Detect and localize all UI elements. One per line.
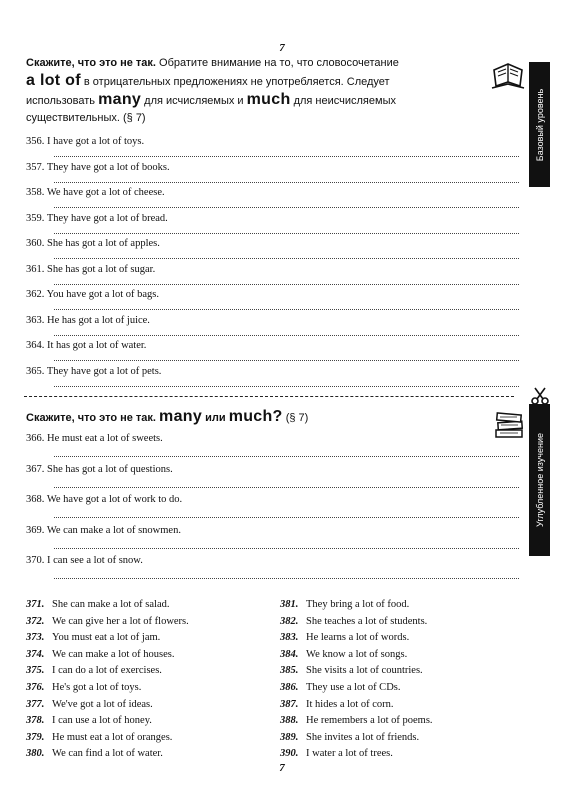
word-many: many xyxy=(98,91,142,108)
scissors-icon xyxy=(530,386,550,406)
exercise-item xyxy=(26,264,155,275)
exercise-number: 382. xyxy=(280,615,299,627)
exercise-item xyxy=(26,525,181,536)
instruction-bold-2: Скажите, что это не так. xyxy=(26,412,156,424)
side-label-basic: Базовый уровень xyxy=(529,62,550,187)
exercise-item xyxy=(26,614,189,631)
exercise-number: 356. xyxy=(26,136,45,147)
exercise-text: We can give her a lot of flowers. xyxy=(52,615,189,627)
exercise-number: 360. xyxy=(26,238,45,249)
exercise-text: I can see a lot of snow. xyxy=(47,555,143,566)
exercise-text: We can make a lot of snowmen. xyxy=(46,524,181,536)
exercise-item xyxy=(26,366,161,377)
exercise-item xyxy=(26,630,189,647)
exercise-text: They bring a lot of food. xyxy=(306,599,410,610)
exercise-number: 358. xyxy=(26,187,45,198)
exercise-item xyxy=(26,647,189,664)
answer-line[interactable] xyxy=(54,207,519,208)
exercise-text: He must eat a lot of sweets. xyxy=(47,433,163,444)
exercise-item xyxy=(280,730,433,747)
exercise-item xyxy=(26,730,189,747)
answer-line[interactable] xyxy=(54,233,519,234)
exercise-item xyxy=(26,746,189,763)
exercise-item xyxy=(26,663,189,680)
exercise-number: 390. xyxy=(280,748,299,760)
exercise-text: He remembers a lot of poems. xyxy=(306,715,433,727)
exercise-text: They have got a lot of pets. xyxy=(46,365,162,377)
exercise-item xyxy=(280,630,433,647)
exercise-text: We know a lot of songs. xyxy=(306,648,408,660)
answer-line[interactable] xyxy=(54,386,519,387)
exercise-number: 361. xyxy=(26,263,45,275)
exercise-number: 380. xyxy=(26,748,45,760)
exercise-number: 378. xyxy=(26,715,45,727)
answer-line[interactable] xyxy=(54,517,519,518)
page-number-top: 7 xyxy=(279,42,285,54)
exercise-text: I water a lot of trees. xyxy=(306,748,393,760)
open-book-icon xyxy=(490,60,526,92)
cut-line xyxy=(24,396,514,397)
exercise-item xyxy=(26,555,143,566)
exercise-item xyxy=(26,162,170,173)
exercise-number: 381. xyxy=(280,599,299,610)
exercise-text: We have got a lot of cheese. xyxy=(46,187,165,198)
exercise-text: They have got a lot of books. xyxy=(46,161,170,173)
exercise-item xyxy=(280,713,433,730)
exercise-text: She has got a lot of apples. xyxy=(47,238,160,249)
answer-line[interactable] xyxy=(54,258,519,259)
exercise-number: 389. xyxy=(280,731,299,743)
answer-line[interactable] xyxy=(54,487,519,488)
word-much-2: much? xyxy=(228,408,283,425)
exercise-item xyxy=(26,187,165,198)
exercise-text: It has got a lot of water. xyxy=(47,340,147,351)
exercise-text: We've got a lot of ideas. xyxy=(52,698,153,710)
answer-line[interactable] xyxy=(54,335,519,336)
exercise-text: We can make a lot of houses. xyxy=(52,648,175,660)
exercise-item xyxy=(26,464,173,475)
exercise-number: 367. xyxy=(26,463,45,475)
exercise-number: 363. xyxy=(26,314,45,326)
exercise-number: 385. xyxy=(280,665,299,677)
exercise-text: She can make a lot of salad. xyxy=(52,599,170,610)
exercise-number: 384. xyxy=(280,648,299,660)
exercise-number: 388. xyxy=(280,715,299,727)
exercise-number: 375. xyxy=(26,665,45,677)
exercise-text: He's got a lot of toys. xyxy=(52,681,142,693)
exercise-item xyxy=(26,433,163,444)
exercise-number: 373. xyxy=(26,632,45,644)
exercise-number: 376. xyxy=(26,681,45,693)
exercise-number: 364. xyxy=(26,340,45,351)
exercise-item xyxy=(26,494,182,505)
exercise-item xyxy=(280,680,433,697)
word-much: much xyxy=(246,91,291,108)
instruction-1: Скажите, что это не так. Обратите внимание на то, что словосочетание a lot of в отрицательных предложениях не употребляется. Следует использовать many для исчисляемых и much для неисчисляемых существительных. (§ 7) xyxy=(26,57,399,124)
exercise-number: 359. xyxy=(26,212,45,224)
exercise-text: She invites a lot of friends. xyxy=(306,731,420,743)
exercise-number: 371. xyxy=(26,599,45,610)
exercise-item xyxy=(280,647,433,664)
instruction-bold: Скажите, что это не так. xyxy=(26,57,156,69)
exercise-item xyxy=(26,680,189,697)
instruction-2: Скажите, что это не так. many или much? (§ 7) xyxy=(26,408,309,425)
answer-line[interactable] xyxy=(54,548,519,549)
exercise-text: He has got a lot of juice. xyxy=(47,314,150,326)
exercise-item xyxy=(26,289,159,300)
side-label-advanced: Углубленное изучение xyxy=(529,404,550,556)
exercise-item xyxy=(280,746,433,763)
exercise-text: We can find a lot of water. xyxy=(52,748,163,760)
exercise-item xyxy=(280,697,433,714)
exercise-number: 377. xyxy=(26,698,45,710)
exercise-text: They have got a lot of bread. xyxy=(46,212,168,224)
exercise-item xyxy=(26,340,146,351)
word-many-2: many xyxy=(159,408,203,425)
exercise-text: You have got a lot of bags. xyxy=(46,289,160,300)
exercise-text: They use a lot of CDs. xyxy=(306,681,401,693)
exercise-number: 372. xyxy=(26,615,45,627)
exercise-number: 357. xyxy=(26,161,45,173)
exercise-text: You must eat a lot of jam. xyxy=(52,632,161,644)
exercise-text: She has got a lot of sugar. xyxy=(47,263,156,275)
exercise-item xyxy=(26,213,168,224)
exercise-column-left xyxy=(26,597,189,763)
exercise-text: We have got a lot of work to do. xyxy=(46,494,183,505)
exercise-number: 370. xyxy=(26,555,45,566)
exercise-text: I can use a lot of honey. xyxy=(52,715,152,727)
exercise-item xyxy=(26,597,189,614)
exercise-item xyxy=(26,697,189,714)
page-number-bottom: 7 xyxy=(279,762,285,774)
phrase-a-lot-of: a lot of xyxy=(26,72,81,89)
answer-line[interactable] xyxy=(54,156,519,157)
exercise-number: 366. xyxy=(26,433,45,444)
exercise-item xyxy=(26,315,150,326)
exercise-text: She visits a lot of countries. xyxy=(306,665,423,677)
exercise-text: I can do a lot of exercises. xyxy=(52,665,162,677)
exercise-number: 368. xyxy=(26,494,45,505)
exercise-column-right xyxy=(280,597,433,763)
answer-line[interactable] xyxy=(54,456,519,457)
exercise-item xyxy=(26,713,189,730)
exercise-text: She has got a lot of questions. xyxy=(47,463,173,475)
exercise-text: He learns a lot of words. xyxy=(306,632,410,644)
answer-line[interactable] xyxy=(54,284,519,285)
answer-line[interactable] xyxy=(54,360,519,361)
exercise-item xyxy=(280,663,433,680)
exercise-number: 369. xyxy=(26,524,45,536)
answer-line[interactable] xyxy=(54,182,519,183)
book-stack-icon xyxy=(492,408,526,440)
exercise-number: 383. xyxy=(280,632,299,644)
exercise-text: She teaches a lot of students. xyxy=(306,615,428,627)
exercise-item xyxy=(280,614,433,631)
exercise-text: I have got a lot of toys. xyxy=(47,136,145,147)
answer-line[interactable] xyxy=(54,578,519,579)
exercise-number: 386. xyxy=(280,681,299,693)
exercise-text: He must eat a lot of oranges. xyxy=(52,731,173,743)
answer-line[interactable] xyxy=(54,309,519,310)
exercise-number: 374. xyxy=(26,648,45,660)
exercise-number: 379. xyxy=(26,731,45,743)
exercise-item xyxy=(280,597,433,614)
exercise-number: 365. xyxy=(26,365,45,377)
exercise-item xyxy=(26,238,160,249)
exercise-number: 362. xyxy=(26,289,45,300)
exercise-number: 387. xyxy=(280,698,299,710)
exercise-text: It hides a lot of corn. xyxy=(306,698,394,710)
exercise-item xyxy=(26,136,144,147)
